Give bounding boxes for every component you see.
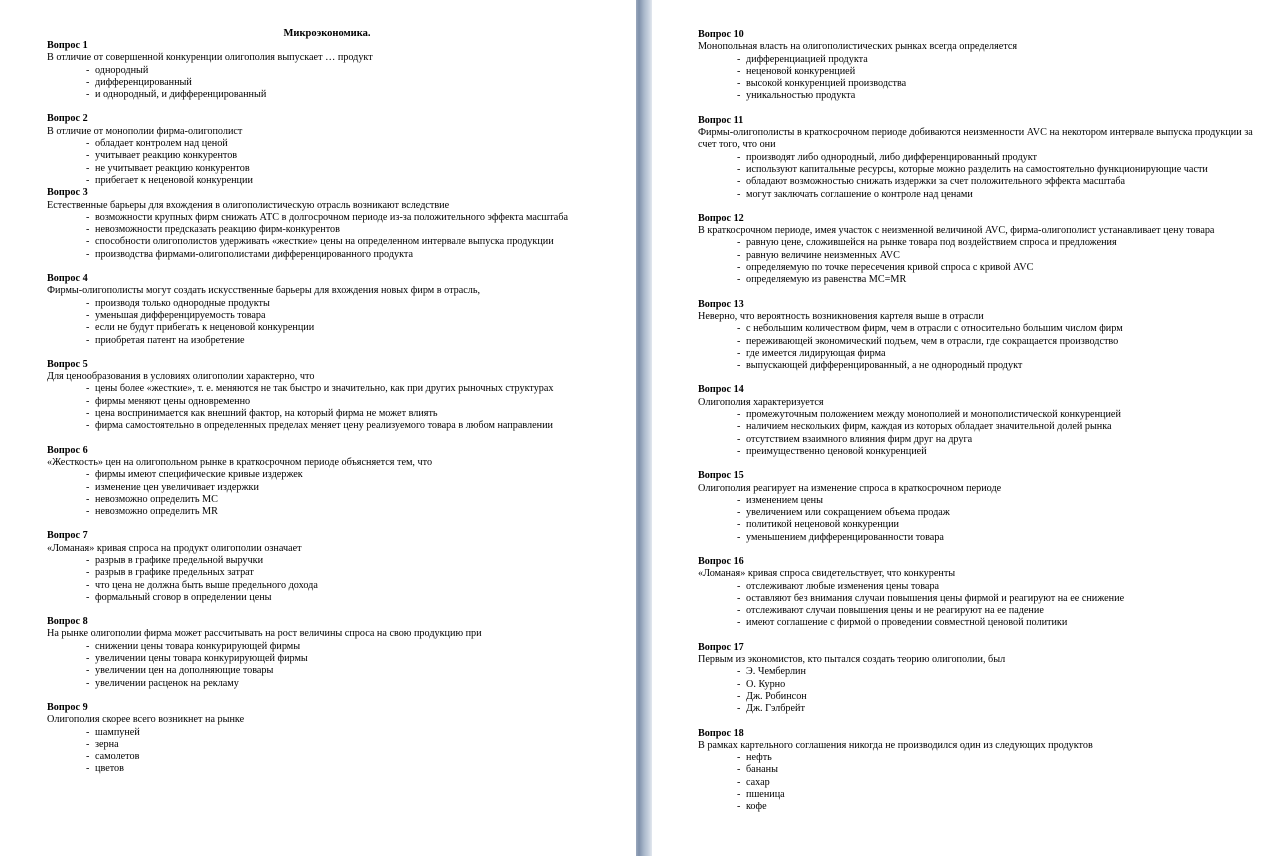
question-text: Первым из экономистов, кто пытался создать теорию олигополии, был xyxy=(698,654,1006,666)
answer-list xyxy=(698,752,1285,813)
answer-option xyxy=(47,138,636,150)
list-dash: - xyxy=(86,579,90,591)
answer-option xyxy=(47,396,636,408)
list-dash: - xyxy=(737,776,741,788)
list-dash: - xyxy=(86,751,90,763)
list-dash: - xyxy=(86,493,90,505)
question-block xyxy=(698,642,1285,716)
answer-text: определяемую из равенства МС=MR xyxy=(746,274,907,286)
answer-text: выпускающей дифференцированный, а не однородный продукт xyxy=(746,360,1023,372)
question-heading: Вопрос 7 xyxy=(47,530,88,542)
list-dash: - xyxy=(86,677,90,689)
question-text: В рамках картельного соглашения никогда не производился один из следующих продуктов xyxy=(698,739,1093,751)
answer-text: промежуточным положением между монополией и монополистической конкуренцией xyxy=(746,409,1121,421)
answer-text: бананы xyxy=(746,764,778,776)
list-dash: - xyxy=(86,554,90,566)
answer-list xyxy=(698,581,1285,630)
question-heading: Вопрос 15 xyxy=(698,470,744,482)
answer-text: оставляют без внимания случаи повышения цены фирмой и реагируют на ее снижение xyxy=(746,592,1125,604)
answer-option xyxy=(47,163,636,175)
question-block xyxy=(698,470,1285,544)
answer-text: самолетов xyxy=(95,751,140,763)
question-block xyxy=(47,530,636,604)
answer-text: цены более «жесткие», т. е. меняются не так быстро и значительно, как при других рыночных структурах xyxy=(95,383,554,395)
answer-option xyxy=(47,580,636,592)
answer-option xyxy=(698,409,1285,421)
answer-option xyxy=(47,420,636,432)
list-dash: - xyxy=(86,297,90,309)
list-dash: - xyxy=(86,469,90,481)
question-block xyxy=(47,40,636,101)
answer-option xyxy=(47,150,636,162)
answer-text: политикой неценовой конкуренции xyxy=(746,519,899,531)
list-dash: - xyxy=(86,726,90,738)
answer-option xyxy=(698,581,1285,593)
answer-text: уменьшая дифференцируемость товара xyxy=(95,309,266,321)
answer-list xyxy=(47,65,636,102)
list-dash: - xyxy=(86,653,90,665)
answer-text: увеличении цен на дополняющие товары xyxy=(95,665,274,677)
answer-option xyxy=(47,506,636,518)
answer-option xyxy=(698,691,1285,703)
answer-text: Э. Чемберлин xyxy=(746,666,806,678)
list-dash: - xyxy=(86,64,90,76)
answer-text: обладает контролем над ценой xyxy=(95,138,228,150)
answer-option xyxy=(47,65,636,77)
answer-text: если не будут прибегать к неценовой конкуренции xyxy=(95,322,315,334)
answer-option xyxy=(698,164,1285,176)
list-dash: - xyxy=(86,481,90,493)
question-block xyxy=(698,384,1285,458)
answer-option xyxy=(698,336,1285,348)
answer-text: дифференцированный xyxy=(95,76,192,88)
question-block xyxy=(698,728,1285,814)
question-heading: Вопрос 2 xyxy=(47,113,88,125)
answer-text: Дж. Гэлбрейт xyxy=(746,703,805,715)
answer-option xyxy=(47,567,636,579)
answer-text: фирма самостоятельно в определенных пределах меняет цену реализуемого товара в любом направлении xyxy=(95,420,554,432)
answer-option xyxy=(698,532,1285,544)
list-dash: - xyxy=(86,211,90,223)
answer-text: имеют соглашение с фирмой о проведении совместной ценовой политики xyxy=(746,617,1068,629)
answer-option xyxy=(698,262,1285,274)
answer-option xyxy=(698,66,1285,78)
list-dash: - xyxy=(737,360,741,372)
answer-option xyxy=(698,703,1285,715)
answer-list xyxy=(698,237,1285,286)
list-dash: - xyxy=(86,76,90,88)
list-dash: - xyxy=(737,274,741,286)
question-text: «Ломаная» кривая спроса свидетельствует, что конкуренты xyxy=(698,568,956,580)
list-dash: - xyxy=(86,162,90,174)
answer-option xyxy=(47,739,636,751)
question-text: Олигополия характеризуется xyxy=(698,396,824,408)
list-dash: - xyxy=(737,65,741,77)
page-right xyxy=(652,0,1285,856)
answer-text: производства фирмами-олигополистами дифференцированного продукта xyxy=(95,248,414,260)
list-dash: - xyxy=(737,237,741,249)
list-dash: - xyxy=(737,335,741,347)
answer-text: зерна xyxy=(95,738,119,750)
answer-list xyxy=(47,138,636,187)
list-dash: - xyxy=(737,262,741,274)
list-dash: - xyxy=(86,174,90,186)
answer-text: с небольшим количеством фирм, чем в отрасли с относительно большим числом фирм xyxy=(746,323,1123,335)
question-heading: Вопрос 1 xyxy=(47,40,88,51)
question-text: В отличие от монополии фирма-олигополист xyxy=(47,125,243,137)
list-dash: - xyxy=(737,789,741,801)
list-dash: - xyxy=(86,408,90,420)
answer-text: дифференциацией продукта xyxy=(746,53,868,65)
list-dash: - xyxy=(737,617,741,629)
answer-text: шампуней xyxy=(95,726,140,738)
answer-text: однородный xyxy=(95,64,149,76)
answer-option xyxy=(47,89,636,101)
answer-text: невозможно определить MR xyxy=(95,506,218,518)
answer-option xyxy=(47,482,636,494)
answer-option xyxy=(47,298,636,310)
answer-option xyxy=(47,727,636,739)
answer-option xyxy=(698,777,1285,789)
answer-text: возможности крупных фирм снижать АТС в долгосрочном периоде из-за положительного эффекта масштаба xyxy=(95,211,569,223)
answer-text: цена воспринимается как внешний фактор, на который фирма не может влиять xyxy=(95,408,438,420)
answer-option xyxy=(47,751,636,763)
list-dash: - xyxy=(737,347,741,359)
answer-option xyxy=(698,348,1285,360)
list-dash: - xyxy=(86,89,90,101)
list-dash: - xyxy=(86,248,90,260)
question-heading: Вопрос 5 xyxy=(47,358,88,370)
answer-option xyxy=(47,592,636,604)
answer-text: увеличении цены товара конкурирующей фирмы xyxy=(95,653,308,665)
answer-text: отсутствием взаимного влияния фирм друг на друга xyxy=(746,433,973,445)
question-block xyxy=(698,299,1285,373)
list-dash: - xyxy=(86,334,90,346)
answer-option xyxy=(698,78,1285,90)
list-dash: - xyxy=(86,395,90,407)
question-text: Олигополия скорее всего возникнет на рынке xyxy=(47,714,245,726)
question-text: Естественные барьеры для вхождения в олигополистическую отрасль возникают вследствие xyxy=(47,199,450,211)
answer-text: отслеживают любые изменения цены товара xyxy=(746,580,940,592)
answer-text: уменьшением дифференцированности товара xyxy=(746,531,944,543)
answer-option xyxy=(47,212,636,224)
list-dash: - xyxy=(86,309,90,321)
answer-text: увеличением или сокращением объема продаж xyxy=(746,507,950,519)
answer-text: уникальностью продукта xyxy=(746,90,856,102)
answer-option xyxy=(698,152,1285,164)
answer-list xyxy=(698,54,1285,103)
answer-text: переживающей экономический подъем, чем в отрасли, где сокращается производство xyxy=(746,335,1119,347)
question-block xyxy=(47,445,636,519)
answer-option xyxy=(47,665,636,677)
list-dash: - xyxy=(737,507,741,519)
list-dash: - xyxy=(86,640,90,652)
page-gutter xyxy=(636,0,652,856)
answer-text: разрыв в графике предельных затрат xyxy=(95,567,254,579)
answer-list xyxy=(47,298,636,347)
answer-option xyxy=(698,421,1285,433)
page-left xyxy=(0,0,636,856)
answer-list xyxy=(698,152,1285,201)
question-heading: Вопрос 18 xyxy=(698,727,744,739)
answer-option xyxy=(47,322,636,334)
answer-option xyxy=(47,77,636,89)
answer-option xyxy=(698,250,1285,262)
answer-option xyxy=(698,90,1285,102)
list-dash: - xyxy=(737,409,741,421)
answer-option xyxy=(698,446,1285,458)
question-block xyxy=(698,213,1285,287)
answer-list xyxy=(47,727,636,776)
list-dash: - xyxy=(737,78,741,90)
question-text: Фирмы-олигополисты могут создать искусственные барьеры для вхождения новых фирм в отрасль, xyxy=(47,285,481,297)
question-heading: Вопрос 13 xyxy=(698,298,744,310)
list-dash: - xyxy=(86,506,90,518)
answer-text: высокой конкуренцией производства xyxy=(746,78,907,90)
question-block xyxy=(698,29,1285,103)
answer-list xyxy=(47,383,636,432)
answer-text: обладают возможностью снижать издержки за счет положительного эффекта масштаба xyxy=(746,176,1126,188)
list-dash: - xyxy=(737,580,741,592)
answer-text: отслеживают случаи повышения цены и не реагируют на ее падение xyxy=(746,605,1044,617)
answer-list xyxy=(47,555,636,604)
answer-text: О. Курно xyxy=(746,678,786,690)
question-heading: Вопрос 17 xyxy=(698,641,744,653)
question-text: Для ценообразования в условиях олигополии характерно, что xyxy=(47,371,315,383)
right-column xyxy=(698,29,1285,814)
answer-option xyxy=(698,274,1285,286)
answer-option xyxy=(698,605,1285,617)
answer-option xyxy=(47,408,636,420)
list-dash: - xyxy=(86,420,90,432)
answer-option xyxy=(47,224,636,236)
answer-option xyxy=(698,54,1285,66)
list-dash: - xyxy=(737,249,741,261)
list-dash: - xyxy=(86,763,90,775)
list-dash: - xyxy=(737,176,741,188)
question-block xyxy=(47,359,636,433)
answer-text: кофе xyxy=(746,801,767,813)
answer-option xyxy=(47,763,636,775)
list-dash: - xyxy=(86,383,90,395)
question-text: Фирмы-олигополисты в краткосрочном периоде добиваются неизменности AVC на некотором интервале выпуска продукции за счет того, что они xyxy=(698,127,1253,151)
answer-option xyxy=(47,678,636,690)
answer-text: могут заключать соглашение о контроле над ценами xyxy=(746,188,973,200)
answer-text: невозможно определить МС xyxy=(95,493,218,505)
question-text: В отличие от совершенной конкуренции олигополия выпускает … продукт xyxy=(47,52,373,64)
answer-list xyxy=(47,641,636,690)
answer-text: изменением цены xyxy=(746,494,823,506)
answer-text: неценовой конкуренцией xyxy=(746,65,856,77)
question-text: В краткосрочном периоде, имея участок с неизменной величиной AVC, фирма-олигополист устанавливает цену товара xyxy=(698,225,1215,237)
list-dash: - xyxy=(86,738,90,750)
list-dash: - xyxy=(737,531,741,543)
question-heading: Вопрос 11 xyxy=(698,114,744,126)
answer-text: способности олигополистов удерживать «жесткие» цены на определенном интервале выпуска продукции xyxy=(95,236,554,248)
answer-option xyxy=(698,752,1285,764)
answer-option xyxy=(698,189,1285,201)
answer-text: нефть xyxy=(746,752,772,764)
list-dash: - xyxy=(737,163,741,175)
question-block xyxy=(47,702,636,776)
question-heading: Вопрос 6 xyxy=(47,444,88,456)
answer-option xyxy=(47,653,636,665)
answer-text: равную цене, сложившейся на рынке товара под воздействием спроса и предложения xyxy=(746,237,1117,249)
list-dash: - xyxy=(86,567,90,579)
answer-list xyxy=(47,469,636,518)
question-heading: Вопрос 9 xyxy=(47,701,88,713)
list-dash: - xyxy=(737,90,741,102)
question-text: На рынке олигополии фирма может рассчитывать на рост величины спроса на свою продукцию при xyxy=(47,628,482,640)
list-dash: - xyxy=(86,236,90,248)
answer-text: формальный сговор в определении цены xyxy=(95,591,272,603)
list-dash: - xyxy=(86,224,90,236)
list-dash: - xyxy=(737,519,741,531)
answer-text: невозможности предсказать реакцию фирм-конкурентов xyxy=(95,224,340,236)
answer-option xyxy=(47,310,636,322)
answer-option xyxy=(47,383,636,395)
list-dash: - xyxy=(737,151,741,163)
answer-option xyxy=(698,617,1285,629)
list-dash: - xyxy=(737,764,741,776)
answer-text: учитывает реакцию конкурентов xyxy=(95,150,238,162)
answer-text: фирмы меняют цены одновременно xyxy=(95,395,251,407)
answer-text: увеличении расценок на рекламу xyxy=(95,677,239,689)
list-dash: - xyxy=(737,53,741,65)
answer-option xyxy=(698,237,1285,249)
answer-option xyxy=(47,236,636,248)
answer-option xyxy=(47,249,636,261)
answer-text: прибегает к неценовой конкуренции xyxy=(95,174,253,186)
answer-list xyxy=(698,495,1285,544)
answer-text: что цена не должна быть выше предельного дохода xyxy=(95,579,318,591)
answer-text: производя только однородные продукты xyxy=(95,297,270,309)
answer-text: и однородный, и дифференцированный xyxy=(95,89,267,101)
question-block xyxy=(698,115,1285,201)
question-block xyxy=(698,556,1285,630)
question-block xyxy=(47,616,636,690)
list-dash: - xyxy=(737,323,741,335)
list-dash: - xyxy=(86,322,90,334)
list-dash: - xyxy=(86,150,90,162)
answer-text: не учитывает реакцию конкурентов xyxy=(95,162,250,174)
answer-option xyxy=(47,469,636,481)
list-dash: - xyxy=(737,801,741,813)
list-dash: - xyxy=(737,678,741,690)
answer-option xyxy=(698,176,1285,188)
question-text: «Жесткость» цен на олигопольном рынке в краткосрочном периоде объясняется тем, что xyxy=(47,456,433,468)
list-dash: - xyxy=(737,703,741,715)
question-block xyxy=(47,113,636,187)
list-dash: - xyxy=(737,494,741,506)
answer-text: приобретая патент на изобретение xyxy=(95,334,245,346)
answer-option xyxy=(698,679,1285,691)
question-block xyxy=(47,187,636,261)
question-block xyxy=(47,273,636,347)
answer-text: фирмы имеют специфические кривые издержек xyxy=(95,469,303,481)
list-dash: - xyxy=(86,665,90,677)
list-dash: - xyxy=(737,666,741,678)
answer-text: используют капитальные ресурсы, которые можно разделить на самостоятельно функционирующие части xyxy=(746,163,1208,175)
list-dash: - xyxy=(737,445,741,457)
document-title: Микроэкономика. xyxy=(283,28,371,39)
answer-option xyxy=(698,519,1285,531)
answer-option xyxy=(698,764,1285,776)
question-text: Неверно, что вероятность возникновения картеля выше в отрасли xyxy=(698,310,984,322)
answer-text: производят либо однородный, либо дифференцированный продукт xyxy=(746,151,1037,163)
answer-option xyxy=(698,666,1285,678)
answer-option xyxy=(47,494,636,506)
question-heading: Вопрос 16 xyxy=(698,555,744,567)
list-dash: - xyxy=(737,421,741,433)
answer-text: Дж. Робинсон xyxy=(746,690,807,702)
left-column xyxy=(47,40,636,776)
list-dash: - xyxy=(737,690,741,702)
question-heading: Вопрос 3 xyxy=(47,187,88,199)
question-heading: Вопрос 8 xyxy=(47,616,88,628)
answer-text: где имеется лидирующая фирма xyxy=(746,347,886,359)
answer-option xyxy=(698,434,1285,446)
answer-option xyxy=(47,175,636,187)
answer-text: определяемую по точке пересечения кривой спроса с кривой AVC xyxy=(746,262,1034,274)
answer-list xyxy=(47,212,636,261)
answer-option xyxy=(698,495,1285,507)
answer-option xyxy=(47,555,636,567)
answer-text: сахар xyxy=(746,776,770,788)
list-dash: - xyxy=(737,605,741,617)
answer-text: разрыв в графике предельной выручки xyxy=(95,554,264,566)
answer-text: снижении цены товара конкурирующей фирмы xyxy=(95,640,301,652)
list-dash: - xyxy=(737,188,741,200)
answer-option xyxy=(47,335,636,347)
question-text: Олигополия реагирует на изменение спроса в краткосрочном периоде xyxy=(698,482,1002,494)
answer-text: изменение цен увеличивает издержки xyxy=(95,481,259,493)
question-text: «Ломаная» кривая спроса на продукт олигополии означает xyxy=(47,542,302,554)
list-dash: - xyxy=(86,138,90,150)
answer-text: пшеница xyxy=(746,789,785,801)
question-heading: Вопрос 12 xyxy=(698,212,744,224)
answer-option xyxy=(698,593,1285,605)
answer-option xyxy=(698,507,1285,519)
answer-option xyxy=(47,641,636,653)
answer-option xyxy=(698,789,1285,801)
answer-option xyxy=(698,323,1285,335)
list-dash: - xyxy=(737,752,741,764)
question-text: Монопольная власть на олигополистических рынках всегда определяется xyxy=(698,41,1018,53)
list-dash: - xyxy=(737,433,741,445)
answer-text: равную величине неизменных AVC xyxy=(746,249,900,261)
answer-option xyxy=(698,360,1285,372)
answer-list xyxy=(698,409,1285,458)
question-heading: Вопрос 14 xyxy=(698,384,744,396)
list-dash: - xyxy=(86,591,90,603)
answer-option xyxy=(698,801,1285,813)
answer-text: цветов xyxy=(95,763,124,775)
question-heading: Вопрос 10 xyxy=(698,29,744,40)
answer-list xyxy=(698,323,1285,372)
answer-text: наличием нескольких фирм, каждая из которых обладает значительной долей рынка xyxy=(746,421,1112,433)
answer-text: преимущественно ценовой конкуренцией xyxy=(746,445,927,457)
answer-list xyxy=(698,666,1285,715)
list-dash: - xyxy=(737,592,741,604)
question-heading: Вопрос 4 xyxy=(47,273,88,285)
